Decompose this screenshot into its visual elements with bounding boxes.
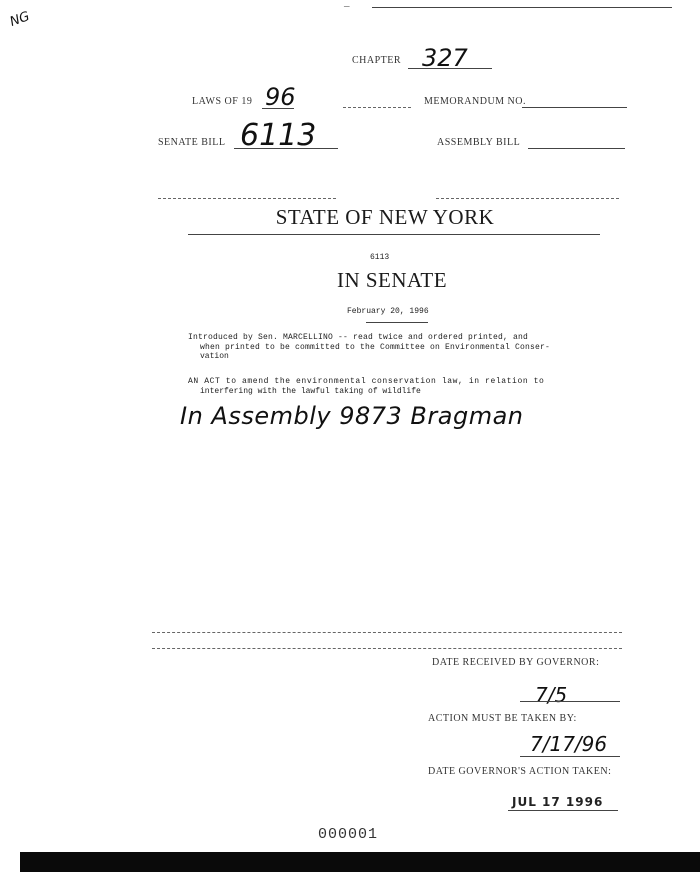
senate-bill-label: SENATE BILL <box>158 137 226 148</box>
state-title: STATE OF NEW YORK <box>275 205 495 229</box>
date-rule <box>366 322 428 323</box>
action-by-value: 7/17/96 <box>530 732 608 756</box>
assembly-bill-label: ASSEMBLY BILL <box>437 137 521 148</box>
state-title-rule <box>188 234 600 235</box>
chapter-value: 327 <box>422 44 468 72</box>
divider-left <box>158 198 336 199</box>
memorandum-prefix-line <box>343 107 411 108</box>
chapter-underline <box>408 68 492 69</box>
assembly-note: In Assembly 9873 Bragman <box>180 402 524 430</box>
bottom-divider-1 <box>152 632 622 633</box>
laws-year: 96 <box>265 83 296 111</box>
scan-bar <box>20 852 700 872</box>
bottom-divider-2 <box>152 648 622 649</box>
date-received-value: 7/5 <box>535 683 568 707</box>
action-taken-stamp: JUL 17 1996 <box>512 795 604 809</box>
corner-initials: NG <box>8 9 32 30</box>
senate-bill-value: 6113 <box>240 118 317 153</box>
introduced-line-3: vation <box>200 352 229 361</box>
chamber-title: IN SENATE <box>336 268 448 292</box>
date-received-label: DATE RECEIVED BY GOVERNOR: <box>432 657 600 668</box>
act-line-1: AN ACT to amend the environmental conservation law, in relation to <box>188 377 545 386</box>
laws-label: LAWS OF 19 <box>192 96 253 107</box>
introduced-line-2: when printed to be committed to the Committee on Environmental Conser- <box>200 343 551 352</box>
assembly-bill-line <box>528 148 625 149</box>
top-dash-mark: – <box>344 0 350 12</box>
page-number: 000001 <box>318 826 379 843</box>
laws-underline <box>262 108 294 109</box>
bill-number: 6113 <box>370 253 390 262</box>
action-taken-line <box>508 810 618 811</box>
memorandum-label: MEMORANDUM NO. <box>424 96 527 107</box>
divider-right <box>436 198 619 199</box>
memorandum-line <box>522 107 627 108</box>
introduced-line-1: Introduced by Sen. MARCELLINO -- read twice and ordered printed, and <box>188 333 529 342</box>
top-rule <box>372 7 672 8</box>
action-by-label: ACTION MUST BE TAKEN BY: <box>428 713 577 724</box>
bill-date: February 20, 1996 <box>347 307 429 316</box>
action-by-line <box>520 756 620 757</box>
chapter-label: CHAPTER <box>352 55 402 66</box>
senate-bill-underline <box>234 148 338 149</box>
act-line-2: interfering with the lawful taking of wildlife <box>200 387 421 396</box>
date-received-line <box>520 701 620 702</box>
action-taken-label: DATE GOVERNOR'S ACTION TAKEN: <box>428 766 612 777</box>
